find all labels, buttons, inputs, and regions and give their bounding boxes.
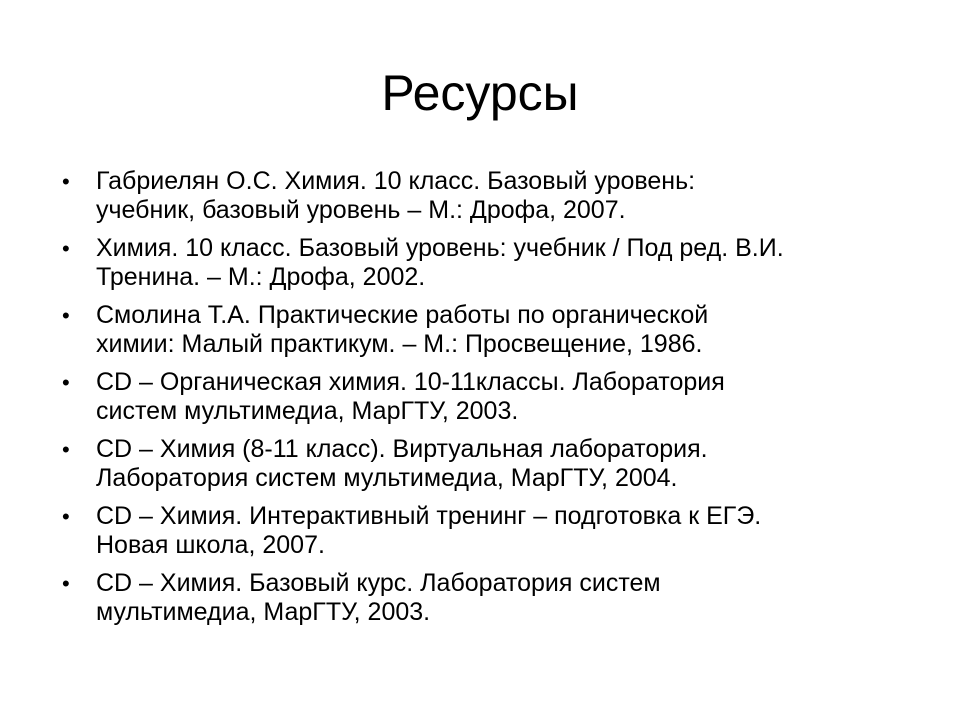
bullet-icon: • [62,236,70,261]
bullet-icon: • [62,504,70,529]
resource-6-line-2: Новая школа, 2007. [96,531,325,559]
resource-4-line-1: CD – Органическая химия. 10-11классы. Лаборатория [96,368,725,396]
resource-2-line-2: Тренина. – М.: Дрофа, 2002. [96,263,426,291]
resource-item-1 [62,167,912,225]
resource-7-line-1: CD – Химия. Базовый курс. Лаборатория систем [96,569,661,597]
resource-item-5 [62,435,912,493]
resource-item-6 [62,502,912,560]
bullet-icon: • [62,437,70,462]
resource-4-line-2: систем мультимедиа, МарГТУ, 2003. [96,397,519,425]
resource-3-line-2: химии: Малый практикум. – М.: Просвещение, 1986. [96,330,703,358]
resource-item-3 [62,301,912,359]
resource-item-7 [62,569,912,627]
resource-3-line-1: Смолина Т.А. Практические работы по органической [96,301,709,329]
bullet-icon: • [62,370,70,395]
resource-7-line-2: мультимедиа, МарГТУ, 2003. [96,598,431,626]
resource-item-4 [62,368,912,426]
resource-5-line-1: CD – Химия (8-11 класс). Виртуальная лаборатория. [96,435,708,463]
resource-2-line-1: Химия. 10 класс. Базовый уровень: учебник / Под ред. В.И. [96,234,784,262]
resource-1-line-2: учебник, базовый уровень – М.: Дрофа, 2007. [96,196,626,224]
resource-5-line-2: Лаборатория систем мультимедиа, МарГТУ, 2004. [96,464,678,492]
resource-list [62,167,912,636]
bullet-icon: • [62,303,70,328]
resource-1-line-1: Габриелян О.С. Химия. 10 класс. Базовый уровень: [96,167,696,195]
slide-title: Ресурсы [381,65,579,121]
resource-item-2 [62,234,912,292]
bullet-icon: • [62,571,70,596]
bullet-icon: • [62,169,70,194]
resource-6-line-1: CD – Химия. Интерактивный тренинг – подготовка к ЕГЭ. [96,502,762,530]
